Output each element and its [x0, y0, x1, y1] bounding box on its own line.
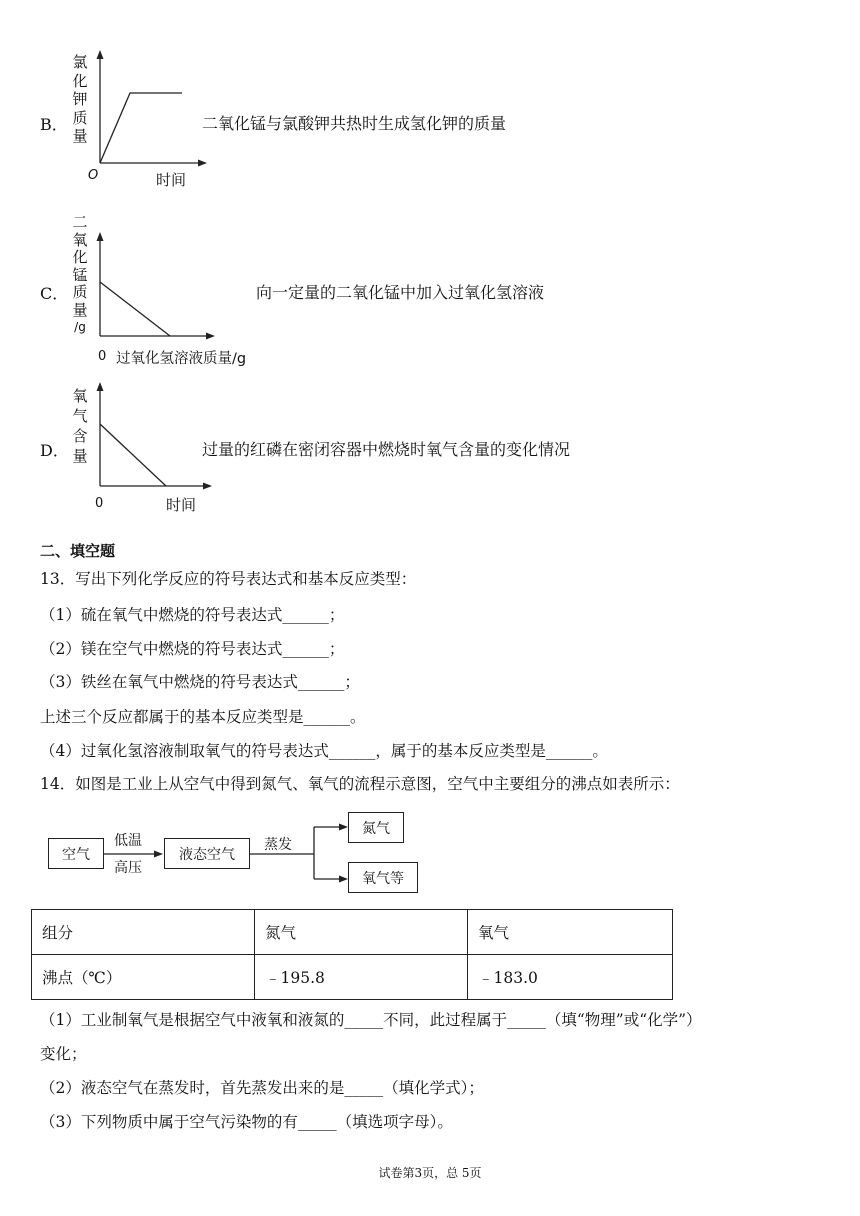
option-c-curve: [100, 282, 170, 336]
option-b-description: 二氧化锰与氯酸钾共热时生成氢化钾的质量: [202, 114, 507, 133]
section-title: 二、填空题: [40, 542, 116, 560]
flow-box-liquid-air: 液态空气: [164, 838, 250, 869]
option-c-graph: [90, 232, 220, 347]
option-d-curve: [100, 424, 166, 486]
table-row: [32, 955, 673, 1000]
q14-line-1: （1）工业制氧气是根据空气中液氧和液氮的_____不同，此过程属于_____（填“物理”或“化学”）: [40, 1011, 702, 1029]
table-cell: ﹣195.8: [255, 955, 468, 1000]
q14-line-2: （2）液态空气在蒸发时，首先蒸发出来的是_____（填化学式）；: [40, 1079, 484, 1097]
table-header-cell: 氧气: [468, 910, 673, 955]
option-d-graph: [90, 382, 220, 492]
table-cell: 沸点（℃）: [32, 955, 255, 1000]
flow-arrows: [100, 805, 360, 900]
q13-line-5: （4）过氧化氢溶液制取氧气的符号表达式______，属于的基本反应类型是______。: [40, 742, 608, 760]
flow-box-nitrogen: 氮气: [348, 812, 404, 843]
option-c-xlabel: 过氧化氢溶液质量/g: [116, 351, 247, 367]
q13-line-2: （2）镁在空气中燃烧的符号表达式______；: [40, 640, 345, 658]
option-d-letter: D．: [40, 441, 69, 460]
table-cell: ﹣183.0: [468, 955, 673, 1000]
q14-line-1-cont: 变化；: [40, 1045, 87, 1063]
boiling-point-table: [31, 909, 673, 1000]
option-c-letter: C．: [40, 284, 69, 303]
q13-line-4: 上述三个反应都属于的基本反应类型是______。: [40, 708, 366, 726]
option-d-origin: 0: [95, 496, 104, 511]
q14-stem: 14．如图是工业上从空气中得到氮气、氧气的流程示意图，空气中主要组分的沸点如表所示：: [40, 775, 680, 793]
flow-evaporate-label: 蒸发: [264, 837, 292, 853]
flow-box-air: 空气: [48, 838, 104, 869]
option-c-ylabel: 二 氧 化 锰 质 量 /g: [72, 213, 88, 334]
q13-line-3: （3）铁丝在氧气中燃烧的符号表达式______；: [40, 673, 360, 691]
q13-stem: 13．写出下列化学反应的符号表达式和基本反应类型：: [40, 570, 417, 588]
option-c-description: 向一定量的二氧化锰中加入过氧化氢溶液: [256, 283, 545, 302]
flow-cond-high-pressure: 高压: [114, 860, 142, 876]
q13-line-1: （1）硫在氧气中燃烧的符号表达式______；: [40, 606, 345, 624]
q14-line-3: （3）下列物质中属于空气污染物的有_____（填选项字母）。: [40, 1113, 453, 1131]
option-c-origin: 0: [98, 349, 107, 364]
option-d-xlabel: 时间: [166, 496, 197, 514]
option-b-origin: O: [88, 168, 99, 183]
option-d-description: 过量的红磷在密闭容器中燃烧时氧气含量的变化情况: [202, 440, 571, 459]
option-d-ylabel: 氧 气 含 量: [72, 387, 88, 465]
option-b-ylabel: 氯 化 钾 质 量: [72, 53, 88, 145]
flow-box-oxygen: 氧气等: [348, 862, 418, 893]
table-row: [32, 910, 673, 955]
option-b-curve: [100, 93, 182, 163]
option-b-xlabel: 时间: [156, 171, 187, 189]
flow-cond-low-temp: 低温: [114, 833, 142, 849]
option-b-letter: B．: [40, 115, 68, 134]
table-header-cell: 组分: [32, 910, 255, 955]
table-header-cell: 氮气: [255, 910, 468, 955]
page-footer: 试卷第3页，总 5页: [378, 1166, 482, 1180]
option-b-graph: [90, 50, 210, 175]
